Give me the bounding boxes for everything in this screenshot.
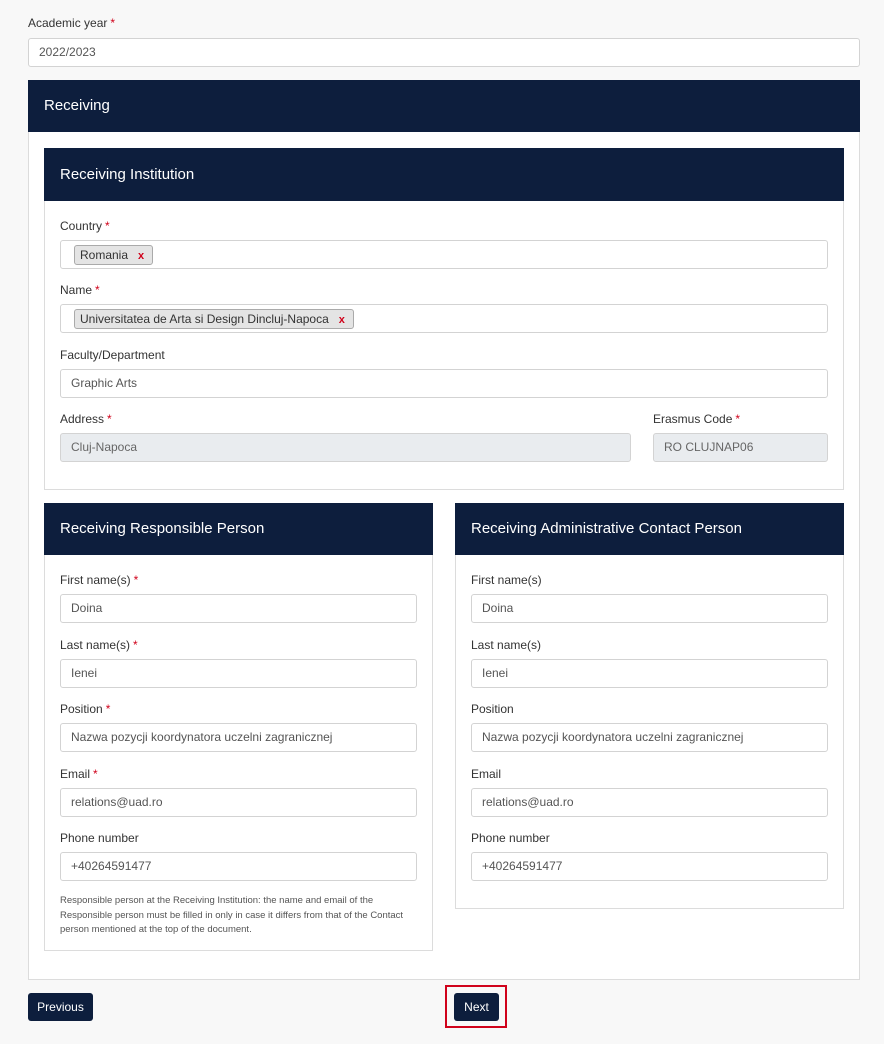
address-value: Cluj-Napoca bbox=[71, 440, 138, 454]
resp-phone-label: Phone number bbox=[60, 831, 139, 845]
admin-position-label: Position bbox=[471, 702, 514, 716]
resp-last-name-value: Ienei bbox=[71, 666, 98, 680]
resp-phone-value: +40264591477 bbox=[71, 859, 152, 873]
erasmus-code-value: RO CLUJNAP06 bbox=[664, 440, 754, 454]
resp-last-name-input[interactable] bbox=[60, 659, 417, 688]
next-button[interactable]: Next bbox=[454, 993, 499, 1021]
admin-position-value: Nazwa pozycji koordynatora uczelni zagranicznej bbox=[482, 730, 744, 744]
admin-phone-value: +40264591477 bbox=[482, 859, 563, 873]
admin-contact-header: Receiving Administrative Contact Person bbox=[455, 503, 844, 555]
admin-first-name-input[interactable] bbox=[471, 594, 828, 623]
institution-name-remove-icon[interactable]: x bbox=[338, 314, 345, 326]
admin-email-input[interactable] bbox=[471, 788, 828, 817]
responsible-person-header: Receiving Responsible Person bbox=[44, 503, 433, 555]
academic-year-label: Academic year * bbox=[28, 16, 116, 30]
faculty-label: Faculty/Department bbox=[60, 348, 165, 362]
admin-phone-label: Phone number bbox=[471, 831, 550, 845]
resp-last-name-label: Last name(s) * bbox=[60, 638, 138, 652]
country-select[interactable] bbox=[60, 240, 828, 269]
faculty-value: Graphic Arts bbox=[71, 376, 138, 390]
admin-first-name-value: Doina bbox=[482, 601, 514, 615]
receiving-header: Receiving bbox=[28, 80, 860, 132]
admin-phone-input[interactable] bbox=[471, 852, 828, 881]
admin-email-value: relations@uad.ro bbox=[482, 795, 574, 809]
country-tag: Romania x bbox=[74, 245, 153, 265]
academic-year-value: 2022/2023 bbox=[39, 45, 96, 59]
academic-year-field[interactable] bbox=[28, 38, 860, 67]
country-label: Country * bbox=[60, 219, 110, 233]
admin-last-name-label: Last name(s) bbox=[471, 638, 542, 652]
resp-phone-input[interactable] bbox=[60, 852, 417, 881]
resp-email-value: relations@uad.ro bbox=[71, 795, 163, 809]
faculty-input[interactable] bbox=[60, 369, 828, 398]
resp-email-label: Email * bbox=[60, 767, 98, 781]
resp-first-name-label: First name(s) * bbox=[60, 573, 139, 587]
admin-last-name-input[interactable] bbox=[471, 659, 828, 688]
admin-position-input[interactable] bbox=[471, 723, 828, 752]
erasmus-code-input bbox=[653, 433, 828, 462]
resp-position-value: Nazwa pozycji koordynatora uczelni zagranicznej bbox=[71, 730, 333, 744]
resp-first-name-input[interactable] bbox=[60, 594, 417, 623]
name-label: Name * bbox=[60, 283, 100, 297]
address-label: Address * bbox=[60, 412, 112, 426]
responsible-person-note: Responsible person at the Receiving Institution: the name and email of the Responsible person must be filled in only in case it differs from that of the Contact person mentioned at the top of the document. bbox=[60, 895, 404, 935]
admin-first-name-label: First name(s) bbox=[471, 573, 542, 587]
country-remove-icon[interactable]: x bbox=[138, 250, 145, 262]
institution-name-tag: Universitatea de Arta si Design Dincluj-Napoca x bbox=[74, 309, 354, 329]
admin-email-label: Email bbox=[471, 767, 502, 781]
receiving-institution-header: Receiving Institution bbox=[44, 148, 844, 201]
resp-position-label: Position * bbox=[60, 702, 111, 716]
resp-position-input[interactable] bbox=[60, 723, 417, 752]
erasmus-code-label: Erasmus Code * bbox=[653, 412, 741, 426]
admin-last-name-value: Ienei bbox=[482, 666, 509, 680]
resp-first-name-value: Doina bbox=[71, 601, 103, 615]
address-input bbox=[60, 433, 631, 462]
previous-button[interactable]: Previous bbox=[28, 993, 93, 1021]
institution-name-select[interactable] bbox=[60, 304, 828, 333]
resp-email-input[interactable] bbox=[60, 788, 417, 817]
